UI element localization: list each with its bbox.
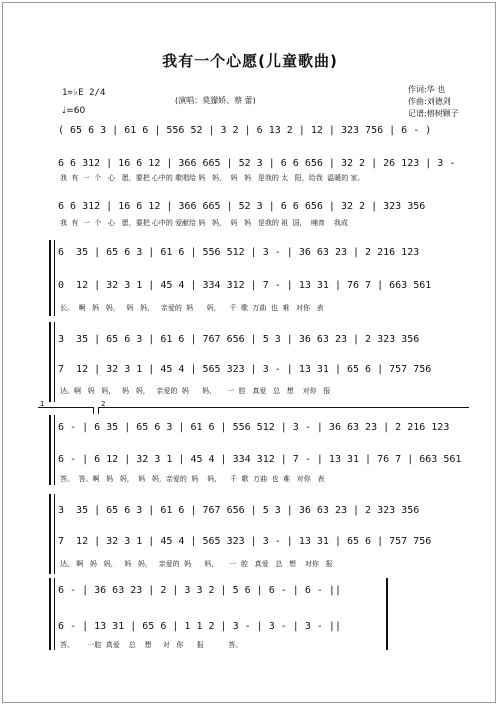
lyric-row-5: 长。 啊 妈 妈， 妈 妈， 亲爱的 妈 妈， 千 歌 万曲 也 难 对你 表 xyxy=(60,304,324,312)
notation-row-2: 6 6 312 | 16 6 12 | 366 665 | 52 3 | 6 6 656 | 32 2 | 26 123 | 3 - xyxy=(58,158,456,169)
notation-row-5: 0 12 | 32 3 1 | 45 4 | 334 312 | 7 - | 13 31 | 76 7 | 663 561 xyxy=(58,280,432,291)
lyric-row-11: 达。 啊 妈 妈， 妈 妈， 亲爱的 妈 妈， 一 腔 真爱 总 想 对你 报 xyxy=(60,560,333,568)
notation-row-12: 6 - | 36 63 23 | 2 | 3 3 2 | 5 6 | 6 - | 6 - || xyxy=(58,585,341,596)
notation-row-4: 6 35 | 65 6 3 | 61 6 | 556 512 | 3 - | 36 63 23 | 2 216 123 xyxy=(58,247,420,258)
system-brace-1 xyxy=(49,240,51,316)
notation-row-3: 6 6 312 | 16 6 12 | 366 665 | 52 3 | 6 6 656 | 32 2 | 323 356 xyxy=(58,201,426,212)
credits-block xyxy=(408,84,459,120)
system-brace-5 xyxy=(49,578,51,650)
volta-second xyxy=(98,400,469,414)
lyric-row-7: 达。啊 妈 妈， 妈 妈， 亲爱的 妈 妈， 一 腔 真爱 总 想 对你 报 xyxy=(60,387,331,395)
system-brace-2 xyxy=(49,322,51,402)
notation-row-13: 6 - | 13 31 | 65 6 | 1 1 2 | 3 - | 3 - | 3 - || xyxy=(58,621,341,632)
song-title: 我有一个心愿(儿童歌曲) xyxy=(162,52,338,70)
tempo-mark: ♩=60 xyxy=(62,106,86,116)
lyric-row-2: 我 有 一 个 心 愿，要把 心中的 歌唱给 妈 妈， 妈 妈 是我的 太 阳，给我 温暖的 家。 xyxy=(60,174,365,182)
system-brace-3 xyxy=(49,415,51,485)
lyricist-credit: 作词:华 也 xyxy=(408,85,446,94)
system-line-4 xyxy=(54,494,55,574)
volta-second-label: 2 xyxy=(101,400,106,408)
notation-row-8: 6 - | 6 35 | 65 6 3 | 61 6 | 556 512 | 3 - | 36 63 23 | 2 216 123 xyxy=(58,422,450,433)
volta-first xyxy=(38,400,94,414)
final-barline xyxy=(386,578,388,650)
transcriber-credit: 记谱:榕树颗子 xyxy=(408,109,459,118)
lyric-row-3: 我 有 一 个 心 愿，要把 心中的 爱献给 妈 妈， 妈 妈 是我的 祖 国， 哺育 我成 xyxy=(60,219,348,227)
system-line-2 xyxy=(54,322,55,402)
system-line-1 xyxy=(54,240,55,316)
notation-row-11: 7 12 | 32 3 1 | 45 4 | 565 323 | 3 - | 13 31 | 65 6 | 757 756 xyxy=(58,536,432,547)
notation-row-1: ( 65 6 3 | 61 6 | 556 52 | 3 2 | 6 13 2 | 12 | 323 756 | 6 - ) xyxy=(58,125,432,136)
system-brace-4 xyxy=(49,494,51,574)
key-signature xyxy=(62,88,105,99)
lyric-row-9: 答。 答。啊 妈 妈， 妈 妈，亲爱的 妈 妈， 千 歌 万曲 也 难 对你 表 xyxy=(60,475,325,483)
volta-first-label: 1 xyxy=(40,400,45,408)
singers-credit: (演唱：莫獴娇、蔡 蕾) xyxy=(175,96,256,105)
time-signature: 2/4 xyxy=(89,88,106,98)
notation-row-7: 7 12 | 32 3 1 | 45 4 | 565 323 | 3 - | 13 31 | 65 6 | 757 756 xyxy=(58,364,432,375)
system-line-3 xyxy=(54,415,55,485)
composer-credit: 作曲:刘德剑 xyxy=(408,97,451,106)
notation-row-10: 3 35 | 65 6 3 | 61 6 | 767 656 | 5 3 | 36 63 23 | 2 323 356 xyxy=(58,505,420,516)
system-line-5 xyxy=(54,578,55,650)
notation-row-6: 3 35 | 65 6 3 | 61 6 | 767 656 | 5 3 | 36 63 23 | 2 323 356 xyxy=(58,334,420,345)
notation-row-9: 6 - | 6 12 | 32 3 1 | 45 4 | 334 312 | 7 - | 13 31 | 76 7 | 663 561 xyxy=(58,454,462,465)
lyric-row-13: 答。 一腔 真爱 总 想 对 你 报 答。 xyxy=(60,641,243,649)
key-label: 1=♭E xyxy=(62,88,84,98)
